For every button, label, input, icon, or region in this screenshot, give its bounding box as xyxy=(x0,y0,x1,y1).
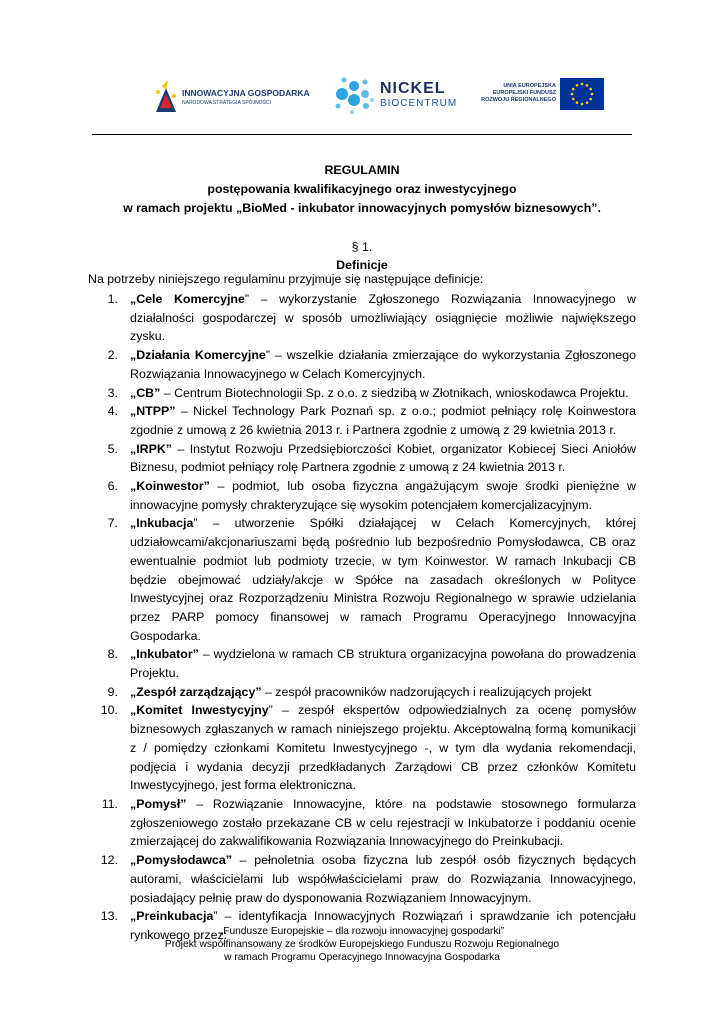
definition-number: 1. xyxy=(107,292,118,306)
definitions-list xyxy=(88,290,636,945)
header-divider xyxy=(92,134,632,135)
definition-text: ” – identyfikacja Innowacyjnych Rozwiązań i sprawdzanie ich potencjału rynkowego przez: xyxy=(130,909,636,942)
definition-number: 10. xyxy=(100,703,118,718)
nickel-logo-title: NICKEL xyxy=(380,80,446,97)
ig-logo-line1: INNOWACYJNA GOSPODARKA xyxy=(182,88,310,98)
definition-number: 3. xyxy=(107,385,118,400)
definition-item xyxy=(88,701,636,795)
definition-number: 9. xyxy=(107,684,118,699)
document-title: REGULAMIN xyxy=(324,163,400,177)
definition-item xyxy=(88,440,636,477)
definition-item xyxy=(88,290,636,346)
definition-term: „Inkubator” xyxy=(130,647,199,662)
ue-logo-line2: EUROPEJSKI FUNDUSZ xyxy=(492,90,556,96)
logo-bar xyxy=(0,72,724,120)
definition-item xyxy=(88,514,636,645)
definition-item xyxy=(88,795,636,851)
section-intro: Na potrzeby niniejszego regulaminu przyjmuje się następujące definicje: xyxy=(88,272,484,286)
definition-term: „NTPP” xyxy=(130,404,176,419)
definition-number: 12. xyxy=(100,853,118,868)
nickel-bubbles-icon xyxy=(332,72,378,116)
footer-line-2: Projekt współfinansowany ze środków Europejskiego Funduszu Rozwoju Regionalnego xyxy=(164,939,560,950)
section-title: Definicje xyxy=(336,258,388,272)
definition-text: – Rozwiązanie Innowacyjne, które na podstawie stosownego formularza zgłoszeniowego zostało przekazane CB w celu rejestracji w Inkubatorze i poddaniu ocenie zmierzającej do zakwalifikowania Rozwiązania Innowacyjnego do Preinkubacji. xyxy=(130,796,636,849)
definition-item xyxy=(88,346,636,383)
definition-item xyxy=(88,851,636,907)
footer-line-1: „Fundusze Europejskie – dla rozwoju innowacyjnej gospodarki” xyxy=(219,926,505,937)
definition-text: – Nickel Technology Park Poznań sp. z o.o.; podmiot pełniący rolę Koinwestora zgodnie z umową z 26 kwietnia 2013 r. i Partnera zgodnie z umową z 29 kwietnia 2013 r. xyxy=(130,404,636,437)
ue-logo-text xyxy=(480,83,556,104)
definition-text: – Centrum Biotechnologii Sp. z o.o. z siedzibą w Złotnikach, wnioskodawca Projektu. xyxy=(160,385,629,400)
definition-text: – Instytut Rozwoju Przedsiębiorczości Kobiet, organizator Kobiecej Sieci Aniołów Biznesu, podmiot pełniący rolę Partnera zgodnie z umową z 24 kwietnia 2013 r. xyxy=(130,441,636,475)
nickel-biocentrum-logo xyxy=(332,72,458,116)
definition-text: – zespół pracowników nadzorujących i realizujących projekt xyxy=(261,684,592,699)
definition-term: „Komitet Inwestycyjny xyxy=(130,703,269,718)
definition-term: „Inkubacja xyxy=(130,516,194,531)
definition-term: „Cele Komercyjne xyxy=(130,292,245,306)
definition-item xyxy=(88,645,636,682)
definition-text: – podmiot, lub osoba fizyczna angażującym swoje środki pieniężne w innowacyjne pomysły chrakteryzujące się wysokim potencjałem komercjalizacyjnym. xyxy=(130,479,636,512)
definition-number: 8. xyxy=(107,647,118,662)
definition-number: 2. xyxy=(107,348,118,363)
definition-term: „IRPK” xyxy=(130,441,172,456)
definition-term: „Pomysłodawca” xyxy=(130,853,232,868)
eu-flag-icon xyxy=(560,78,604,110)
page-footer xyxy=(0,925,724,964)
definition-item xyxy=(88,384,636,403)
nickel-logo-subtitle: BIOCENTRUM xyxy=(380,98,458,109)
definition-term: „Pomysł” xyxy=(130,796,187,811)
ig-emblem-icon xyxy=(152,78,180,114)
ue-logo-line1: UNIA EUROPEJSKA xyxy=(503,83,556,89)
document-subtitle-1: postępowania kwalifikacyjnego oraz inwestycyjnego xyxy=(207,182,517,196)
definition-number: 4. xyxy=(107,404,118,419)
definition-number: 6. xyxy=(107,479,118,494)
definition-number: 13. xyxy=(100,909,118,924)
definition-term: „Koinwestor” xyxy=(130,479,210,494)
definition-item xyxy=(88,402,636,439)
definition-term: „Działania Komercyjne xyxy=(130,348,266,363)
innowacyjna-gospodarka-logo xyxy=(152,78,312,114)
footer-line-3: w ramach Programu Operacyjnego Innowacyjna Gospodarka xyxy=(224,952,500,963)
definition-term: „CB” xyxy=(130,385,161,400)
ue-logo xyxy=(480,78,605,114)
definition-number: 7. xyxy=(107,516,118,531)
definition-item xyxy=(88,683,636,702)
document-subtitle-2: w ramach projektu „BioMed - inkubator innowacyjnych pomysłów biznesowych”. xyxy=(123,201,601,215)
section-number: § 1. xyxy=(351,240,373,254)
definition-number: 5. xyxy=(107,441,118,456)
definition-text: ” – wszelkie działania zmierzające do wykorzystania Zgłoszonego Rozwiązania Innowacyjnego w Celach Komercyjnych. xyxy=(130,348,636,381)
definition-text: ” – zespół ekspertów odpowiedzialnych za ocenę pomysłów biznesowych zgłaszanych w ramach niniejszego projektu. Akceptowalną formą komunikacji z / pomiędzy członkami Komitetu Inwestycyjnego -, w tym dla wydania rekomendacji, podjęcia i wydania decyzji przedkładanych Zarządowi CB przez członków Komitetu Inwestycyjnego, jest forma elektroniczna. xyxy=(130,703,636,793)
definition-number: 11. xyxy=(101,796,118,811)
definition-term: „Zespół zarządzający” xyxy=(130,684,262,699)
definition-item xyxy=(88,477,636,514)
definition-text: ” – wykorzystanie Zgłoszonego Rozwiązania Innowacyjnego w działalności gospodarczej w sposób umożliwiający osiągnięcie możliwie największego zysku. xyxy=(130,292,636,344)
definition-text: – wydzielona w ramach CB struktura organizacyjna powołana do prowadzenia Projektu. xyxy=(130,647,636,681)
definition-text: ” – utworzenie Spółki działającej w Celach Komercyjnych, której udziałowcami/akcjonariuszami będą pośrednio lub bezpośrednio Pomysłodawca, CB oraz ewentualnie podmiot lub podmioty trzecie, w tym Koinwestor. W ramach Inkubacji CB będzie obejmować udziały/akcje w Spółce na zasadach określonych w Polityce Inwestycyjnej oraz Rozporządzeniu Ministra Rozwoju Regionalnego w sprawie udzielania przez PARP pomocy finansowej w ramach Programu Operacyjnego Innowacyjna Gospodarka. xyxy=(130,516,636,643)
definition-term: „Preinkubacja xyxy=(130,909,214,924)
ig-logo-line2: NARODOWA STRATEGIA SPÓJNOŚCI xyxy=(182,100,271,106)
ue-logo-line3: ROZWOJU REGIONALNEGO xyxy=(481,97,556,103)
definition-text: – pełnoletnia osoba fizyczna lub zespół osób fizycznych będących autorami, właścicielami lub współwłaścicielami praw do Rozwiązania Innowacyjnego, posiadający pełnię praw do dysponowania Rozwiązaniem Innowacyjnym. xyxy=(130,853,636,905)
